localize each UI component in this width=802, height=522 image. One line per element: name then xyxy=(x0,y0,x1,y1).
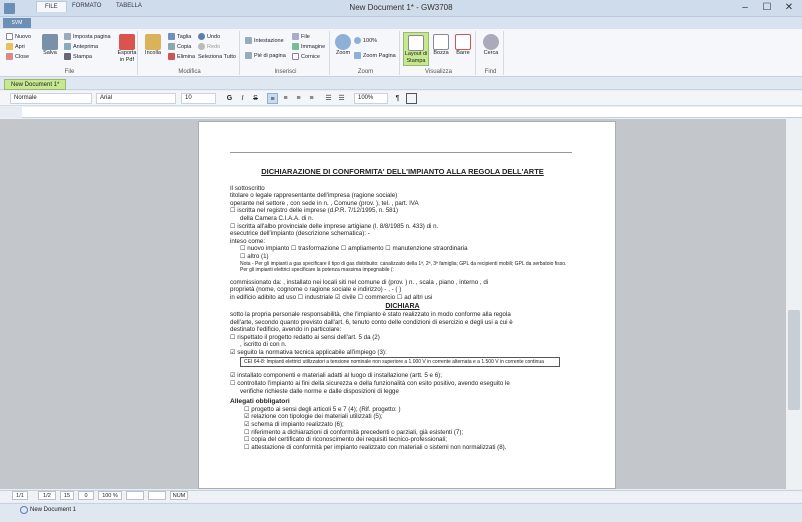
status-zoom: 100 % xyxy=(98,491,122,500)
insert-frame-button[interactable]: Cornice xyxy=(292,53,320,62)
minimize-button[interactable]: – xyxy=(742,2,748,13)
insert-group xyxy=(242,31,330,75)
note: Nota - Per gli impianti a gas specificare il tipo di gas distribuito: canalizzato della 1ª, 2ª, 3ª famiglia; GPL da recipienti mobili; GPL da serbatoio fisso. Per gli impianti elettrici specificare la potenza massima impegnabile (: xyxy=(240,260,567,273)
refresh-icon[interactable] xyxy=(20,506,28,514)
scissors-icon xyxy=(168,33,175,40)
header-icon xyxy=(245,37,252,44)
attachments-heading: Allegati obbligatori xyxy=(230,398,290,406)
app-menu-button[interactable]: SVM xyxy=(3,18,31,28)
list-item: ☑ relazione con tipologie dei materiali utilizzati (5); xyxy=(244,413,383,421)
line: inteso come: xyxy=(230,237,266,245)
zoom-page-button[interactable]: Zoom Pagina xyxy=(354,52,396,61)
line: ☐ iscritta nel registro delle imprese (d.P.R. 7/12/1995, n. 581) xyxy=(230,207,399,215)
bottom-document-tab[interactable]: New Document 1 xyxy=(30,507,77,513)
edit-group-label: Modifica xyxy=(178,69,201,75)
zoom-group-label: Zoom xyxy=(357,69,374,75)
ribbon-tabs xyxy=(0,17,802,29)
ruler-corner xyxy=(0,107,22,118)
copy-button[interactable]: Copia xyxy=(168,43,191,52)
pdf-icon xyxy=(119,34,135,50)
numbering-button[interactable] xyxy=(336,93,347,104)
norm-box: CEI 64-8: Impianti elettrici utilizzatori a tensione nominale non superiore a 1.000 V in corrente alternata e a 1.500 V in corrente continua xyxy=(240,357,560,367)
status-num: NUM xyxy=(170,491,188,500)
align-center-button[interactable] xyxy=(280,93,291,104)
zoom-group xyxy=(332,31,400,75)
document-tab[interactable]: New Document 1* xyxy=(4,79,66,90)
justify-icon: ≡ xyxy=(309,95,314,102)
redo-icon xyxy=(198,43,205,50)
bars-icon xyxy=(455,34,471,50)
save-icon xyxy=(42,34,58,50)
vertical-scrollbar[interactable] xyxy=(786,119,802,489)
align-center-icon: ≡ xyxy=(283,95,288,102)
line: dell'arte, secondo quanto previsto dall'art. 6, tenuto conto delle condizioni di esercizio e degli usi a cui è xyxy=(230,318,513,326)
footer-button[interactable]: Piè di pagina xyxy=(245,52,286,61)
numbering-icon: ☰ xyxy=(338,95,345,102)
line: verifiche richieste dalle norme e dalle disposizioni di legge xyxy=(240,387,399,395)
list-item: ☑ schema di impianto realizzato (6); xyxy=(244,421,344,429)
line: ☐ iscritta all'albo provinciale delle imprese artigiane (l. 8/8/1985 n. 433) di n. xyxy=(230,222,439,230)
find-group-label: Find xyxy=(484,69,497,75)
frame-button[interactable] xyxy=(406,93,417,104)
insert-file-button[interactable]: File xyxy=(292,33,310,42)
delete-button[interactable]: Elimina xyxy=(168,53,195,62)
status-section: 1/2 xyxy=(38,491,56,500)
print-layout-button[interactable]: Layout di Stampa xyxy=(403,32,429,66)
bold-button[interactable]: G xyxy=(226,95,233,102)
bullets-icon: ☰ xyxy=(325,95,332,102)
paragraph-marks-button[interactable]: ¶ xyxy=(395,95,400,102)
draft-button[interactable]: Bozza xyxy=(431,34,451,57)
open-button[interactable]: Apri xyxy=(6,43,25,52)
header-button[interactable]: Intestazione xyxy=(245,37,284,46)
line: destinato l'edificio, avendo in particolare: xyxy=(230,326,342,334)
status-field xyxy=(126,491,144,500)
strike-button[interactable]: S xyxy=(253,95,258,102)
align-right-icon: ≡ xyxy=(296,95,301,102)
line: ☑ installato componenti e materiali adatti al luogo di installazione (artt. 5 e 6); xyxy=(230,372,442,380)
page-setup-icon xyxy=(64,33,71,40)
line: titolare o legale rappresentante dell'impresa (ragione sociale) xyxy=(230,192,398,200)
list-item: ☐ attestazione di conformità per impianto realizzato con materiali o sistemi non normalizzati (8). xyxy=(244,443,507,451)
paste-icon xyxy=(145,34,161,50)
line: ☐ nuovo impianto ☐ trasformazione ☐ ampliamento ☐ manutenzione straordinaria xyxy=(240,245,468,253)
find-button[interactable]: Cerca xyxy=(480,34,502,57)
align-right-button[interactable] xyxy=(293,93,304,104)
zoom-icon xyxy=(354,37,361,44)
list-item: ☐ copia del certificato di riconoscimento dei requisiti tecnico-professionali; xyxy=(244,436,447,444)
status-page: 1/1 xyxy=(12,491,28,500)
line: in edificio adibito ad uso ☐ industriale ☑ civile ☐ commercio ☐ ad altri usi xyxy=(230,293,433,301)
folder-icon xyxy=(6,43,13,50)
size-select[interactable]: 10 xyxy=(181,93,216,104)
document-body[interactable] xyxy=(230,121,575,489)
bullets-button[interactable] xyxy=(323,93,334,104)
undo-icon xyxy=(198,33,205,40)
file-group-label: File xyxy=(64,69,75,75)
layout-icon xyxy=(408,35,424,51)
section-heading: DICHIARA xyxy=(385,303,420,311)
tab-formato[interactable]: FORMATO xyxy=(72,3,102,9)
magnifier-icon xyxy=(335,34,351,50)
close-doc-icon xyxy=(6,53,13,60)
line: operante nel settore , con sede in n. , Comune (prov. ), tel. , part. IVA xyxy=(230,199,419,207)
copy-icon xyxy=(168,43,175,50)
list-item: ☐ riferimento a dichiarazioni di conformità precedenti o parziali, già esistenti (7); xyxy=(244,428,464,436)
file-icon xyxy=(292,33,299,40)
status-field xyxy=(148,491,166,500)
print-button[interactable]: Stampa xyxy=(64,53,92,62)
save-button[interactable]: Salva xyxy=(40,34,60,57)
line: sotto la propria personale responsabilità, che l'impianto è stato realizzato in modo conforme alla regola xyxy=(230,310,511,318)
justify-button[interactable] xyxy=(306,93,317,104)
delete-icon xyxy=(168,53,175,60)
file-group xyxy=(2,31,138,75)
zoom-select[interactable]: 100% xyxy=(354,93,388,104)
italic-button[interactable]: I xyxy=(241,95,244,102)
paste-button[interactable]: Incolla xyxy=(143,34,163,57)
draft-icon xyxy=(433,34,449,50)
line: ☐ controllato l'impianto ai fini della sicurezza e della funzionalità con esito positivo, avendo eseguito le xyxy=(230,380,510,388)
redo-button[interactable]: Redo xyxy=(198,43,220,52)
edit-group xyxy=(140,31,240,75)
insert-image-button[interactable]: Immagine xyxy=(292,43,325,52)
scrollbar-thumb[interactable] xyxy=(788,310,800,410)
align-left-button[interactable] xyxy=(267,93,278,104)
tab-tabella[interactable]: TABELLA xyxy=(116,3,142,9)
status-line: 15 xyxy=(60,491,74,500)
horizontal-ruler[interactable] xyxy=(22,107,802,118)
taskbar xyxy=(0,503,802,522)
view-group xyxy=(402,31,476,75)
line: ☐ rispettato il progetto redatto ai sensi dell'art. 5 da (2) xyxy=(230,333,380,341)
bars-button[interactable]: Barre xyxy=(453,34,473,57)
font-select[interactable]: Arial xyxy=(96,93,176,104)
page-setup-button[interactable]: Imposta pagina xyxy=(64,33,111,42)
footer-icon xyxy=(245,52,252,59)
maximize-button[interactable]: ☐ xyxy=(762,2,772,13)
list-item: ☐ progetto ai sensi degli articoli 5 e 7 (4); (Rif. progetto: ) xyxy=(244,405,401,413)
find-group xyxy=(478,31,504,75)
document-title: DICHIARAZIONE DI CONFORMITA' DELL'IMPIANTO ALLA REGOLA DELL'ARTE xyxy=(261,167,544,176)
new-button[interactable]: Nuovo xyxy=(6,33,31,42)
line: ☑ seguito la normativa tecnica applicabile all'impiego (3): xyxy=(230,348,387,356)
undo-button[interactable]: Undo xyxy=(198,33,220,42)
zoom-page-icon xyxy=(354,52,361,59)
image-icon xyxy=(292,43,299,50)
frame-icon xyxy=(292,53,299,60)
line: commissionato da: , installato nei locali siti nel comune di (prov. ) n. , scala , piano , interno , di xyxy=(230,278,489,286)
line: esecutrice dell'impianto (descrizione schematica): - xyxy=(230,230,370,238)
line: ☐ altro (1) xyxy=(240,252,269,260)
line: proprietà (nome, cognome o ragione sociale e indirizzo) - , - ( ) xyxy=(230,286,402,294)
binoculars-icon xyxy=(483,34,499,50)
cut-button[interactable]: Taglia xyxy=(168,33,191,42)
preview-button[interactable]: Anteprima xyxy=(64,43,98,52)
select-all-button[interactable]: Seleziona Tutto xyxy=(198,54,236,60)
style-select[interactable]: Normale xyxy=(10,93,92,104)
new-icon xyxy=(6,33,13,40)
document-tabs xyxy=(0,77,802,90)
print-icon xyxy=(64,53,71,60)
line: , iscritto di con n. xyxy=(240,341,287,349)
status-column: 0 xyxy=(78,491,94,500)
view-group-label: Visualizza xyxy=(425,69,452,75)
export-pdf-button[interactable]: Esporta in Pdf xyxy=(116,34,138,64)
close-doc-button[interactable]: Close xyxy=(6,53,29,62)
align-left-icon: ≡ xyxy=(270,96,275,103)
tab-file[interactable]: FILE xyxy=(36,1,67,12)
line: della Camera C.I.A.A. di n. xyxy=(240,214,314,222)
zoom-100-button[interactable]: 100% xyxy=(354,37,377,46)
window-title: New Document 1* - GW3708 xyxy=(349,3,453,12)
preview-icon xyxy=(64,43,71,50)
zoom-button[interactable]: Zoom xyxy=(334,34,352,57)
insert-group-label: Inserisci xyxy=(274,69,297,75)
close-button[interactable]: ✕ xyxy=(784,2,794,13)
line: Il sottoscritto xyxy=(230,184,265,192)
